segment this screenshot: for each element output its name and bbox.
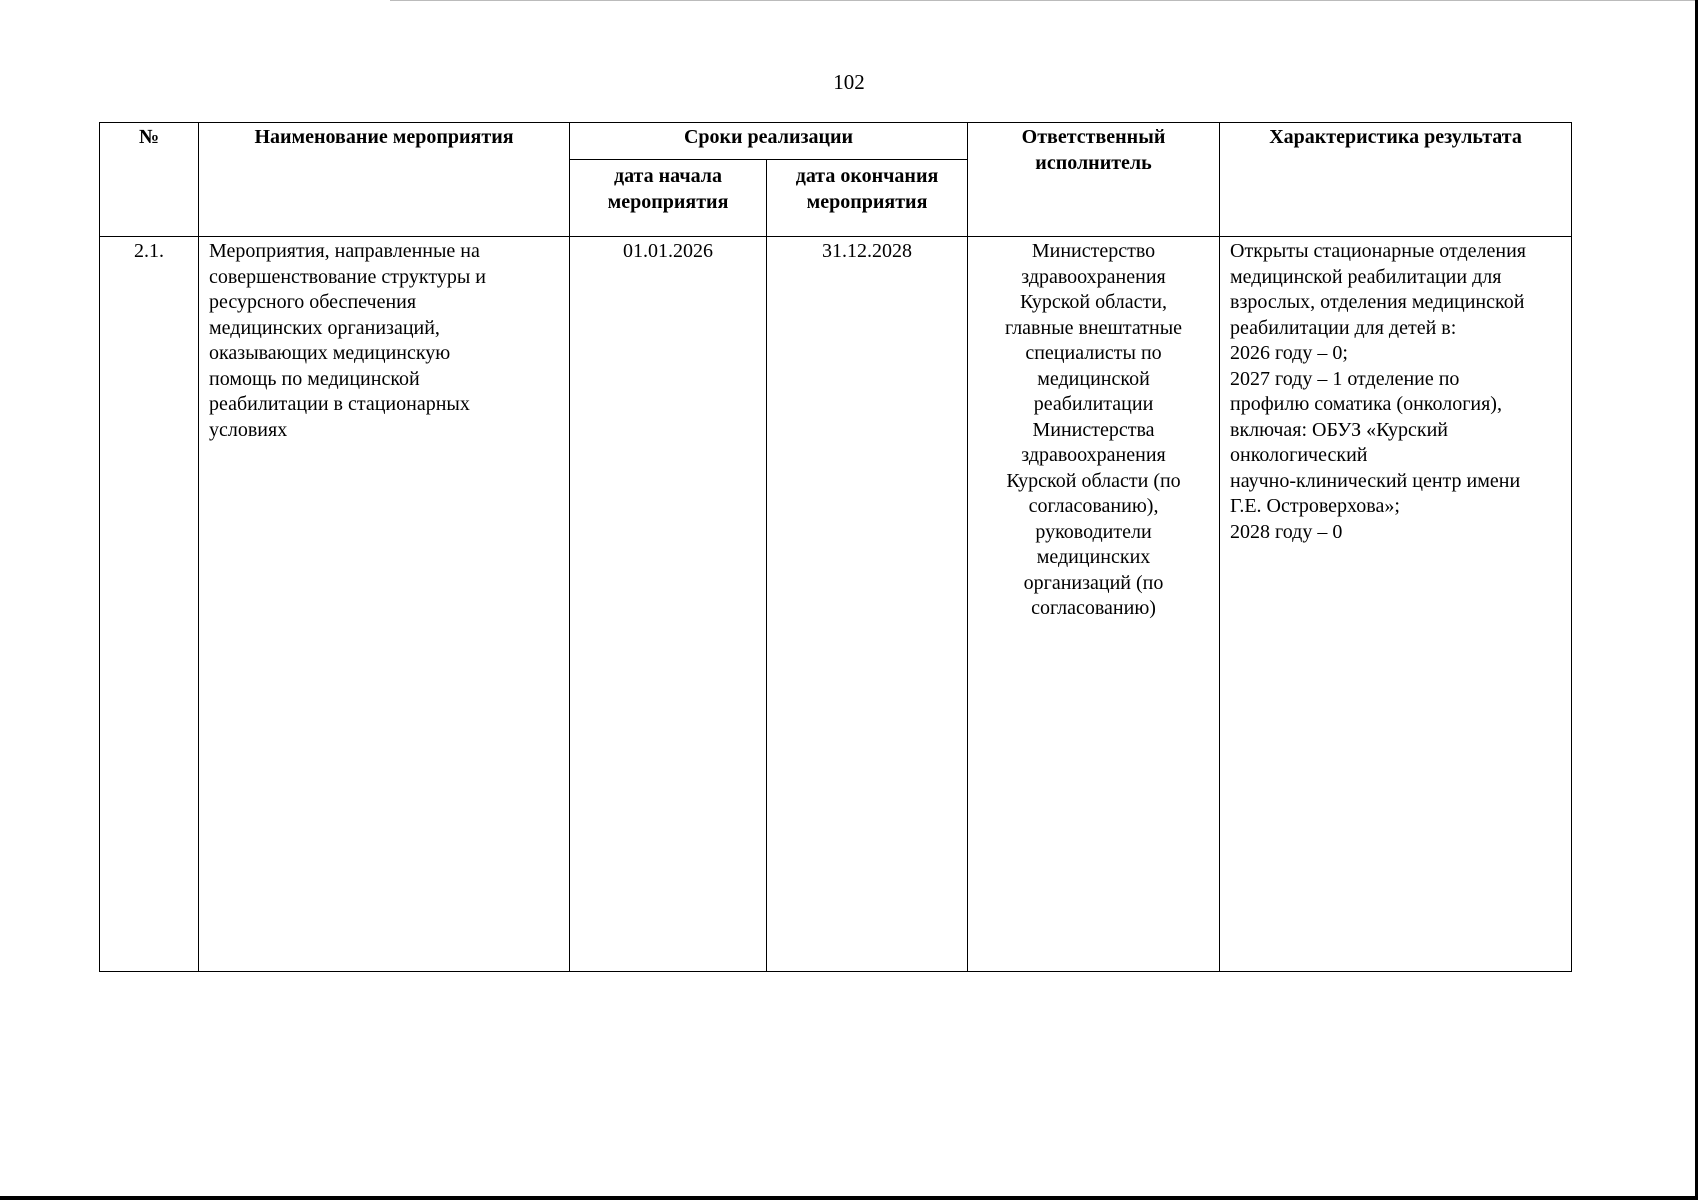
result-line: медицинской реабилитации для (1230, 265, 1502, 288)
result-line: 2027 году – 1 отделение по (1230, 367, 1460, 390)
name-line: медицинских организаций, (209, 316, 440, 339)
result-line: взрослых, отделения медицинской (1230, 291, 1525, 313)
scan-edge-bottom (0, 1196, 1698, 1200)
header-responsible (968, 123, 1220, 237)
responsible-line: здравоохранения (1021, 265, 1166, 288)
scan-edge-top (390, 0, 1698, 1)
name-line: совершенствование структуры и (209, 265, 486, 288)
responsible-line: реабилитации (1033, 393, 1154, 415)
header-result: Характеристика результата (1220, 123, 1572, 237)
name-line: реабилитации в стационарных (209, 393, 470, 415)
responsible-line: согласованию), (1028, 495, 1159, 517)
responsible-line: Министерство (1031, 240, 1156, 262)
header-row-1 (100, 123, 1572, 160)
page-number: 102 (833, 70, 865, 94)
cell-start-date: 01.01.2026 (570, 237, 767, 972)
result-line: профилю соматика (онкология), (1230, 393, 1502, 415)
cell-responsible (968, 237, 1220, 972)
header-num: № (100, 123, 199, 237)
header-end-date (767, 160, 968, 237)
header-name: Наименование мероприятия (199, 123, 570, 237)
name-line: оказывающих медицинскую (209, 342, 451, 364)
result-line: онкологический (1230, 444, 1368, 466)
responsible-line: Курской области (по (1006, 469, 1181, 492)
cell-name (199, 237, 570, 972)
responsible-line: согласованию) (1031, 597, 1156, 619)
header-end-line2: мероприятия (806, 190, 928, 213)
responsible-line: Курской области, (1020, 291, 1167, 313)
result-line: реабилитации для детей в: (1230, 316, 1457, 339)
result-line: научно-клинический центр имени (1230, 469, 1521, 492)
responsible-line: специалисты по (1025, 342, 1162, 364)
table-row (100, 237, 1572, 972)
result-line: 2026 году – 0; (1230, 342, 1348, 364)
responsible-line: руководители (1035, 520, 1152, 543)
header-start-line1: дата начала (613, 165, 723, 187)
name-line: помощь по медицинской (209, 367, 420, 390)
header-period: Сроки реализации (570, 123, 968, 160)
result-line: Г.Е. Островерхова»; (1230, 495, 1400, 517)
activities-table (99, 122, 1572, 972)
name-line: условиях (209, 418, 288, 441)
cell-num: 2.1. (100, 237, 199, 972)
responsible-line: медицинской (1037, 367, 1150, 390)
responsible-line: здравоохранения (1021, 444, 1166, 466)
result-line: 2028 году – 0 (1230, 520, 1343, 543)
responsible-line: Министерства (1032, 418, 1155, 441)
result-line: Открыты стационарные отделения (1230, 240, 1527, 262)
responsible-line: организаций (по (1023, 571, 1164, 594)
header-responsible-line1: Ответственный (1021, 126, 1166, 148)
header-start-date (570, 160, 767, 237)
name-line: ресурсного обеспечения (209, 291, 417, 313)
cell-result (1220, 237, 1572, 972)
responsible-line: главные внештатные (1005, 316, 1183, 339)
name-line: Мероприятия, направленные на (209, 240, 480, 262)
cell-end-date: 31.12.2028 (767, 237, 968, 972)
header-responsible-line2: исполнитель (1035, 151, 1152, 174)
header-end-line1: дата окончания (795, 165, 939, 187)
header-start-line2: мероприятия (607, 190, 729, 213)
responsible-line: медицинских (1036, 546, 1151, 568)
result-line: включая: ОБУЗ «Курский (1230, 418, 1449, 441)
